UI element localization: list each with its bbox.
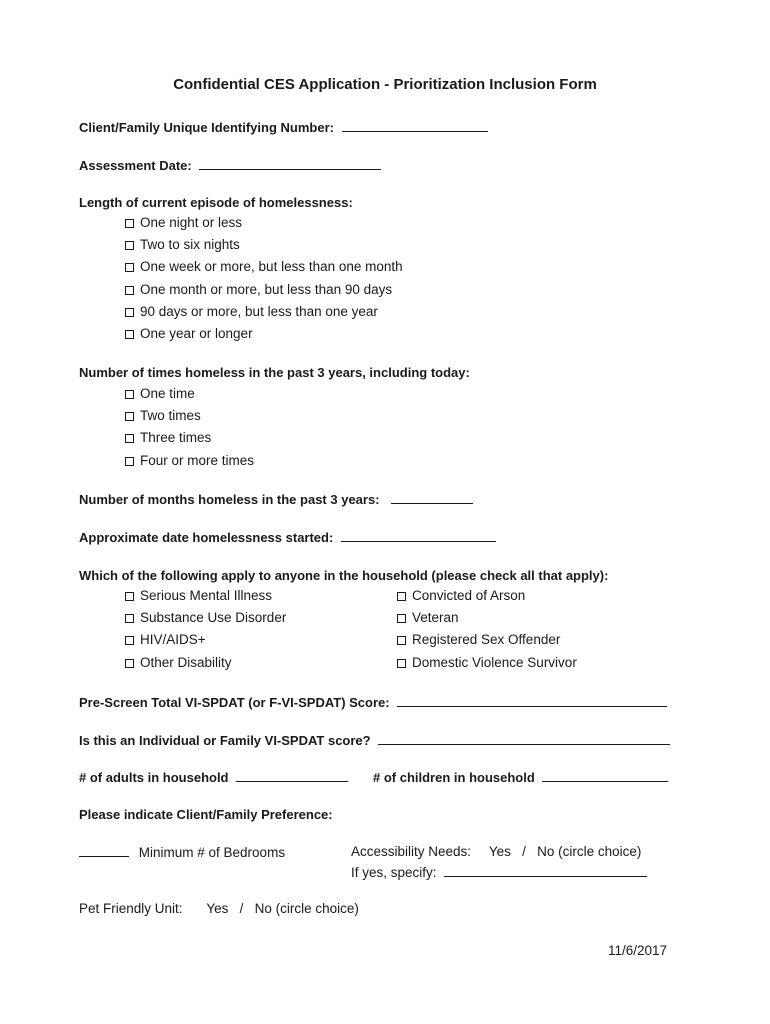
score-type-label: Is this an Individual or Family VI-SPDAT score? [79,733,371,748]
prescreen-field [79,694,667,710]
bedrooms-field [79,844,285,860]
assessment-date-field [79,157,381,173]
checkbox-icon[interactable] [125,308,134,317]
household-option-other-disability[interactable]: Other Disability [125,655,232,670]
episode-option-4[interactable]: 90 days or more, but less than one year [125,304,378,319]
checkbox-icon[interactable] [125,263,134,272]
footer-date: 11/6/2017 [608,943,668,958]
children-input[interactable] [542,769,668,782]
checkbox-icon[interactable] [397,614,406,623]
episode-option-2[interactable]: One week or more, but less than one month [125,259,403,274]
times-homeless-heading: Number of times homeless in the past 3 years, including today: [79,365,470,380]
household-option-dv-survivor[interactable]: Domestic Violence Survivor [397,655,577,670]
client-id-field [79,119,488,135]
date-started-input[interactable] [341,529,496,542]
months-homeless-input[interactable] [391,491,473,504]
children-label: # of children in household [373,770,535,785]
episode-option-1[interactable]: Two to six nights [125,237,240,252]
assessment-date-label: Assessment Date: [79,158,192,173]
score-type-field [79,732,670,748]
date-started-field [79,529,496,545]
checkbox-icon[interactable] [125,412,134,421]
bedrooms-input[interactable] [79,844,129,857]
client-id-input[interactable] [342,119,488,132]
adults-input[interactable] [236,769,348,782]
accessibility-specify-label: If yes, specify: [351,865,437,880]
checkbox-icon[interactable] [125,659,134,668]
checkbox-icon[interactable] [125,330,134,339]
checkbox-icon[interactable] [125,457,134,466]
pet-label: Pet Friendly Unit: [79,901,183,916]
prescreen-input[interactable] [397,694,667,707]
checkbox-icon[interactable] [397,636,406,645]
episode-option-0[interactable]: One night or less [125,215,242,230]
household-option-sud[interactable]: Substance Use Disorder [125,610,286,625]
checkbox-icon[interactable] [125,241,134,250]
accessibility-field [351,844,641,859]
household-option-arson[interactable]: Convicted of Arson [397,588,525,603]
episode-option-5[interactable]: One year or longer [125,326,253,341]
household-option-hiv[interactable]: HIV/AIDS+ [125,632,206,647]
date-started-label: Approximate date homelessness started: [79,530,334,545]
children-field [373,769,668,785]
accessibility-specify-input[interactable] [444,864,647,877]
checkbox-icon[interactable] [125,636,134,645]
accessibility-choice[interactable]: Yes / No (circle choice) [488,844,642,859]
preference-heading: Please indicate Client/Family Preference: [79,807,333,822]
score-type-input[interactable] [378,732,670,745]
checkbox-icon[interactable] [125,614,134,623]
episode-length-heading: Length of current episode of homelessness: [79,195,353,210]
prescreen-label: Pre-Screen Total VI-SPDAT (or F-VI-SPDAT) Score: [79,695,390,710]
times-option-2[interactable]: Three times [125,430,211,445]
pet-choice[interactable]: Yes / No (circle choice) [206,901,359,916]
form-title: Confidential CES Application - Prioritization Inclusion Form [173,76,597,93]
episode-option-3[interactable]: One month or more, but less than 90 days [125,282,392,297]
checkbox-icon[interactable] [125,434,134,443]
household-option-sex-offender[interactable]: Registered Sex Offender [397,632,560,647]
months-homeless-label: Number of months homeless in the past 3 years: [79,492,380,507]
times-option-0[interactable]: One time [125,386,195,401]
accessibility-label: Accessibility Needs: [351,844,472,859]
client-id-label: Client/Family Unique Identifying Number: [79,120,334,135]
checkbox-icon[interactable] [125,219,134,228]
checkbox-icon[interactable] [397,659,406,668]
adults-field [79,769,348,785]
pet-field [79,901,359,916]
times-option-3[interactable]: Four or more times [125,453,254,468]
checkbox-icon[interactable] [125,592,134,601]
checkbox-icon[interactable] [397,592,406,601]
accessibility-specify-field [351,864,647,880]
adults-label: # of adults in household [79,770,229,785]
months-homeless-field [79,491,473,507]
times-option-1[interactable]: Two times [125,408,201,423]
household-option-smi[interactable]: Serious Mental Illness [125,588,272,603]
household-heading: Which of the following apply to anyone in the household (please check all that apply): [79,568,609,583]
household-option-veteran[interactable]: Veteran [397,610,459,625]
checkbox-icon[interactable] [125,390,134,399]
assessment-date-input[interactable] [199,157,381,170]
checkbox-icon[interactable] [125,286,134,295]
bedrooms-label: Minimum # of Bedrooms [138,845,286,860]
